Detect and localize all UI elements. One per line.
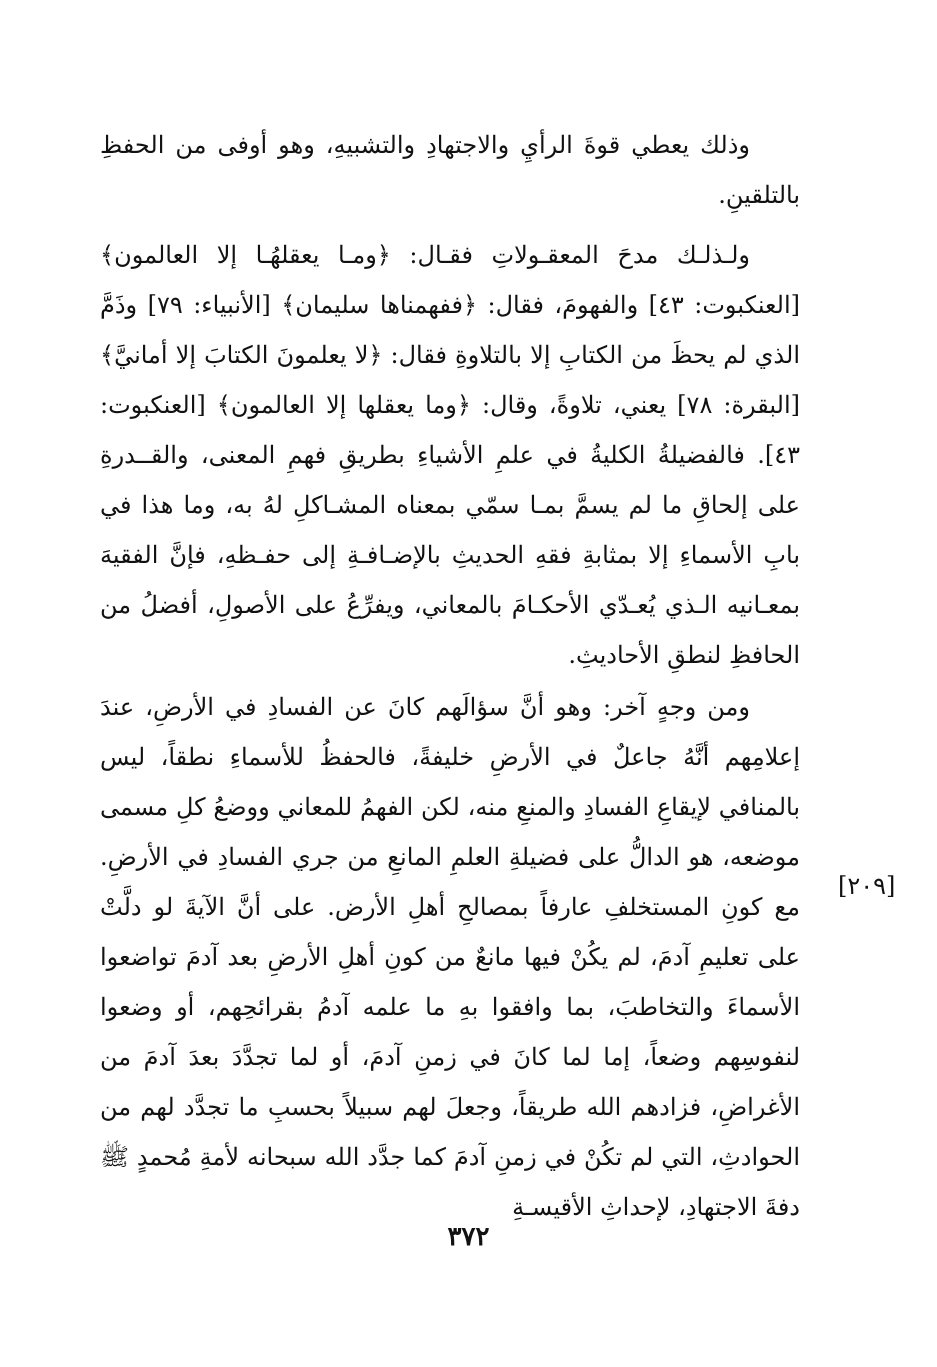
page-number: ٣٧٢ (447, 1222, 490, 1252)
paragraph-3 (100, 682, 800, 1232)
margin-reference: [٢٠٩] (838, 872, 896, 900)
paragraph-2 (100, 230, 800, 680)
paragraph-1 (100, 120, 800, 220)
paragraph-text: ومن وجهٍ آخر: وهو أنَّ سؤالَهم كانَ عن الفسادِ في الأرضِ، عندَ إعلامِهم أنَّهُ جاعلٌ في الأرضِ خليفةً، فالحفظُ للأسماءِ نطقاً، ليس بالمنافي لإيقاعِ الفسادِ والمنعِ منه، لكن الفهمُ للمعاني ووضعُ كلِ مسمى موضعه، هو الدالُّ على فضيلةِ العلمِ المانعِ من جري الفسادِ في الأرضِ. مع كونِ المستخلفِ عارفاً بمصالحِ أهلِ الأرض. على أنَّ الآيةَ لو دلَّتْ على تعليمِ آدمَ، لم يكُنْ فيها مانعٌ من كونِ أهلِ الأرضِ بعد آدمَ تواضعوا الأسماءَ والتخاطبَ، بما وافقوا بهِ ما علمه آدمُ بقرائحِهم، أو وضعوا لنفوسِهم وضعاً، إما لما كانَ في زمنِ آدمَ، أو لما تجدَّدَ بعدَ آدمَ من الأغراضِ، فزادهم الله طريقاً، وجعلَ لهم سبيلاً بحسبِ ما تجدَّد لهم من الحوادثِ، التي لم تكُنْ في زمنِ آدمَ كما جدَّد الله سبحانه لأمةِ مُحمدٍ ﷺ دفةَ الاجتهادِ، لإحداثِ الأقيسـةِ (100, 693, 800, 1221)
paragraph-text: وذلك يعطي قوةَ الرأيِ والاجتهادِ والتشبيهِ، وهو أوفى من الحفظِ بالتلقينِ. (100, 131, 800, 209)
paragraph-text: ولـذلـك مدحَ المعقـولاتِ فقـال: ﴿ومـا يعقلهُـا إلا العالمون﴾ [العنكبوت: ٤٣] والفهومَ، فقال: ﴿ففهمناها سليمان﴾ [الأنبياء: ٧٩] وذَمَّ الذي لم يحظَ من الكتابِ إلا بالتلاوةِ فقال: ﴿لا يعلمونَ الكتابَ إلا أمانيَّ﴾ [البقرة: ٧٨] يعني، تلاوةً، وقال: ﴿وما يعقلها إلا العالمون﴾ [العنكبوت: ٤٣]. فالفضيلةُ الكليةُ في علمِ الأشياءِ بطريقِ فهمِ المعنى، والقــدرةِ على إلحاقِ ما لم يسمَّ بمـا سمّي بمعناه المشـاكلِ لهُ به، وما هذا في بابِ الأسماءِ إلا بمثابةِ فقهِ الحديثِ بالإضـافـةِ إلى حفـظهِ، فإنَّ الفقيهَ بمعـانيه الـذي يُعـدّي الأحكـامَ بالمعاني، ويفرِّعُ على الأصولِ، أفضلُ من الحافظِ لنطقِ الأحاديثِ. (100, 241, 800, 669)
